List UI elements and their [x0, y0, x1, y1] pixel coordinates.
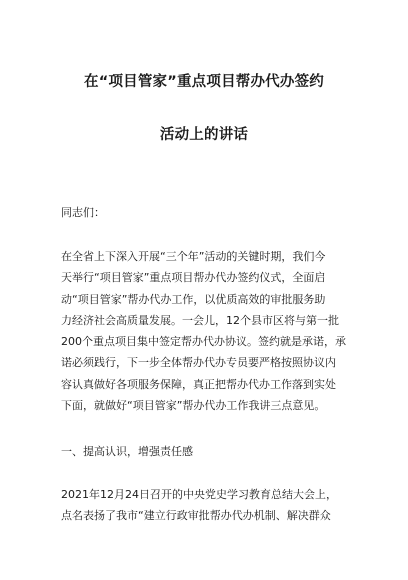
document-title-line-1: 在“项目管家”重点项目帮办代办签约: [84, 74, 324, 90]
document-title-line-2: 活动上的讲话: [159, 127, 249, 143]
paragraph-line: 200个重点项目集中签定帮办代办协议。签约就是承诺，承: [61, 335, 346, 349]
section-heading-1: 一、提高认识，增强责任感: [61, 445, 193, 458]
paragraph-line: 在全省上下深入开展“三个年”活动的关键时期，我们今: [61, 250, 326, 263]
paragraph-line: 动“项目管家”帮办代办工作，以优质高效的审批服务助: [61, 292, 326, 306]
paragraph-line: 诺必须践行，下一步全体帮办代办专员要严格按照协议内: [61, 356, 336, 370]
paragraph-line: 下面，就做好“项目管家”帮办代办工作我讲三点意见。: [61, 399, 326, 413]
paragraph-line: 点名表扬了我市“建立行政审批帮办代办机制、解决群众: [61, 509, 331, 523]
paragraph-line: 容认真做好各项服务保障，真正把帮办代办工作落到实处: [61, 377, 336, 391]
paragraph-1: [61, 246, 351, 416]
greeting: 同志们：: [61, 206, 105, 219]
paragraph-line: 天举行“项目管家”重点项目帮办代办签约仪式，全面启: [61, 271, 326, 285]
paragraph-line: 2021年12月24日召开的中央党史学习教育总结大会上，: [61, 488, 337, 501]
paragraph-line: 力经济社会高质量发展。一会儿，12个县市区将与第一批: [61, 313, 339, 327]
paragraph-2: [61, 484, 351, 527]
